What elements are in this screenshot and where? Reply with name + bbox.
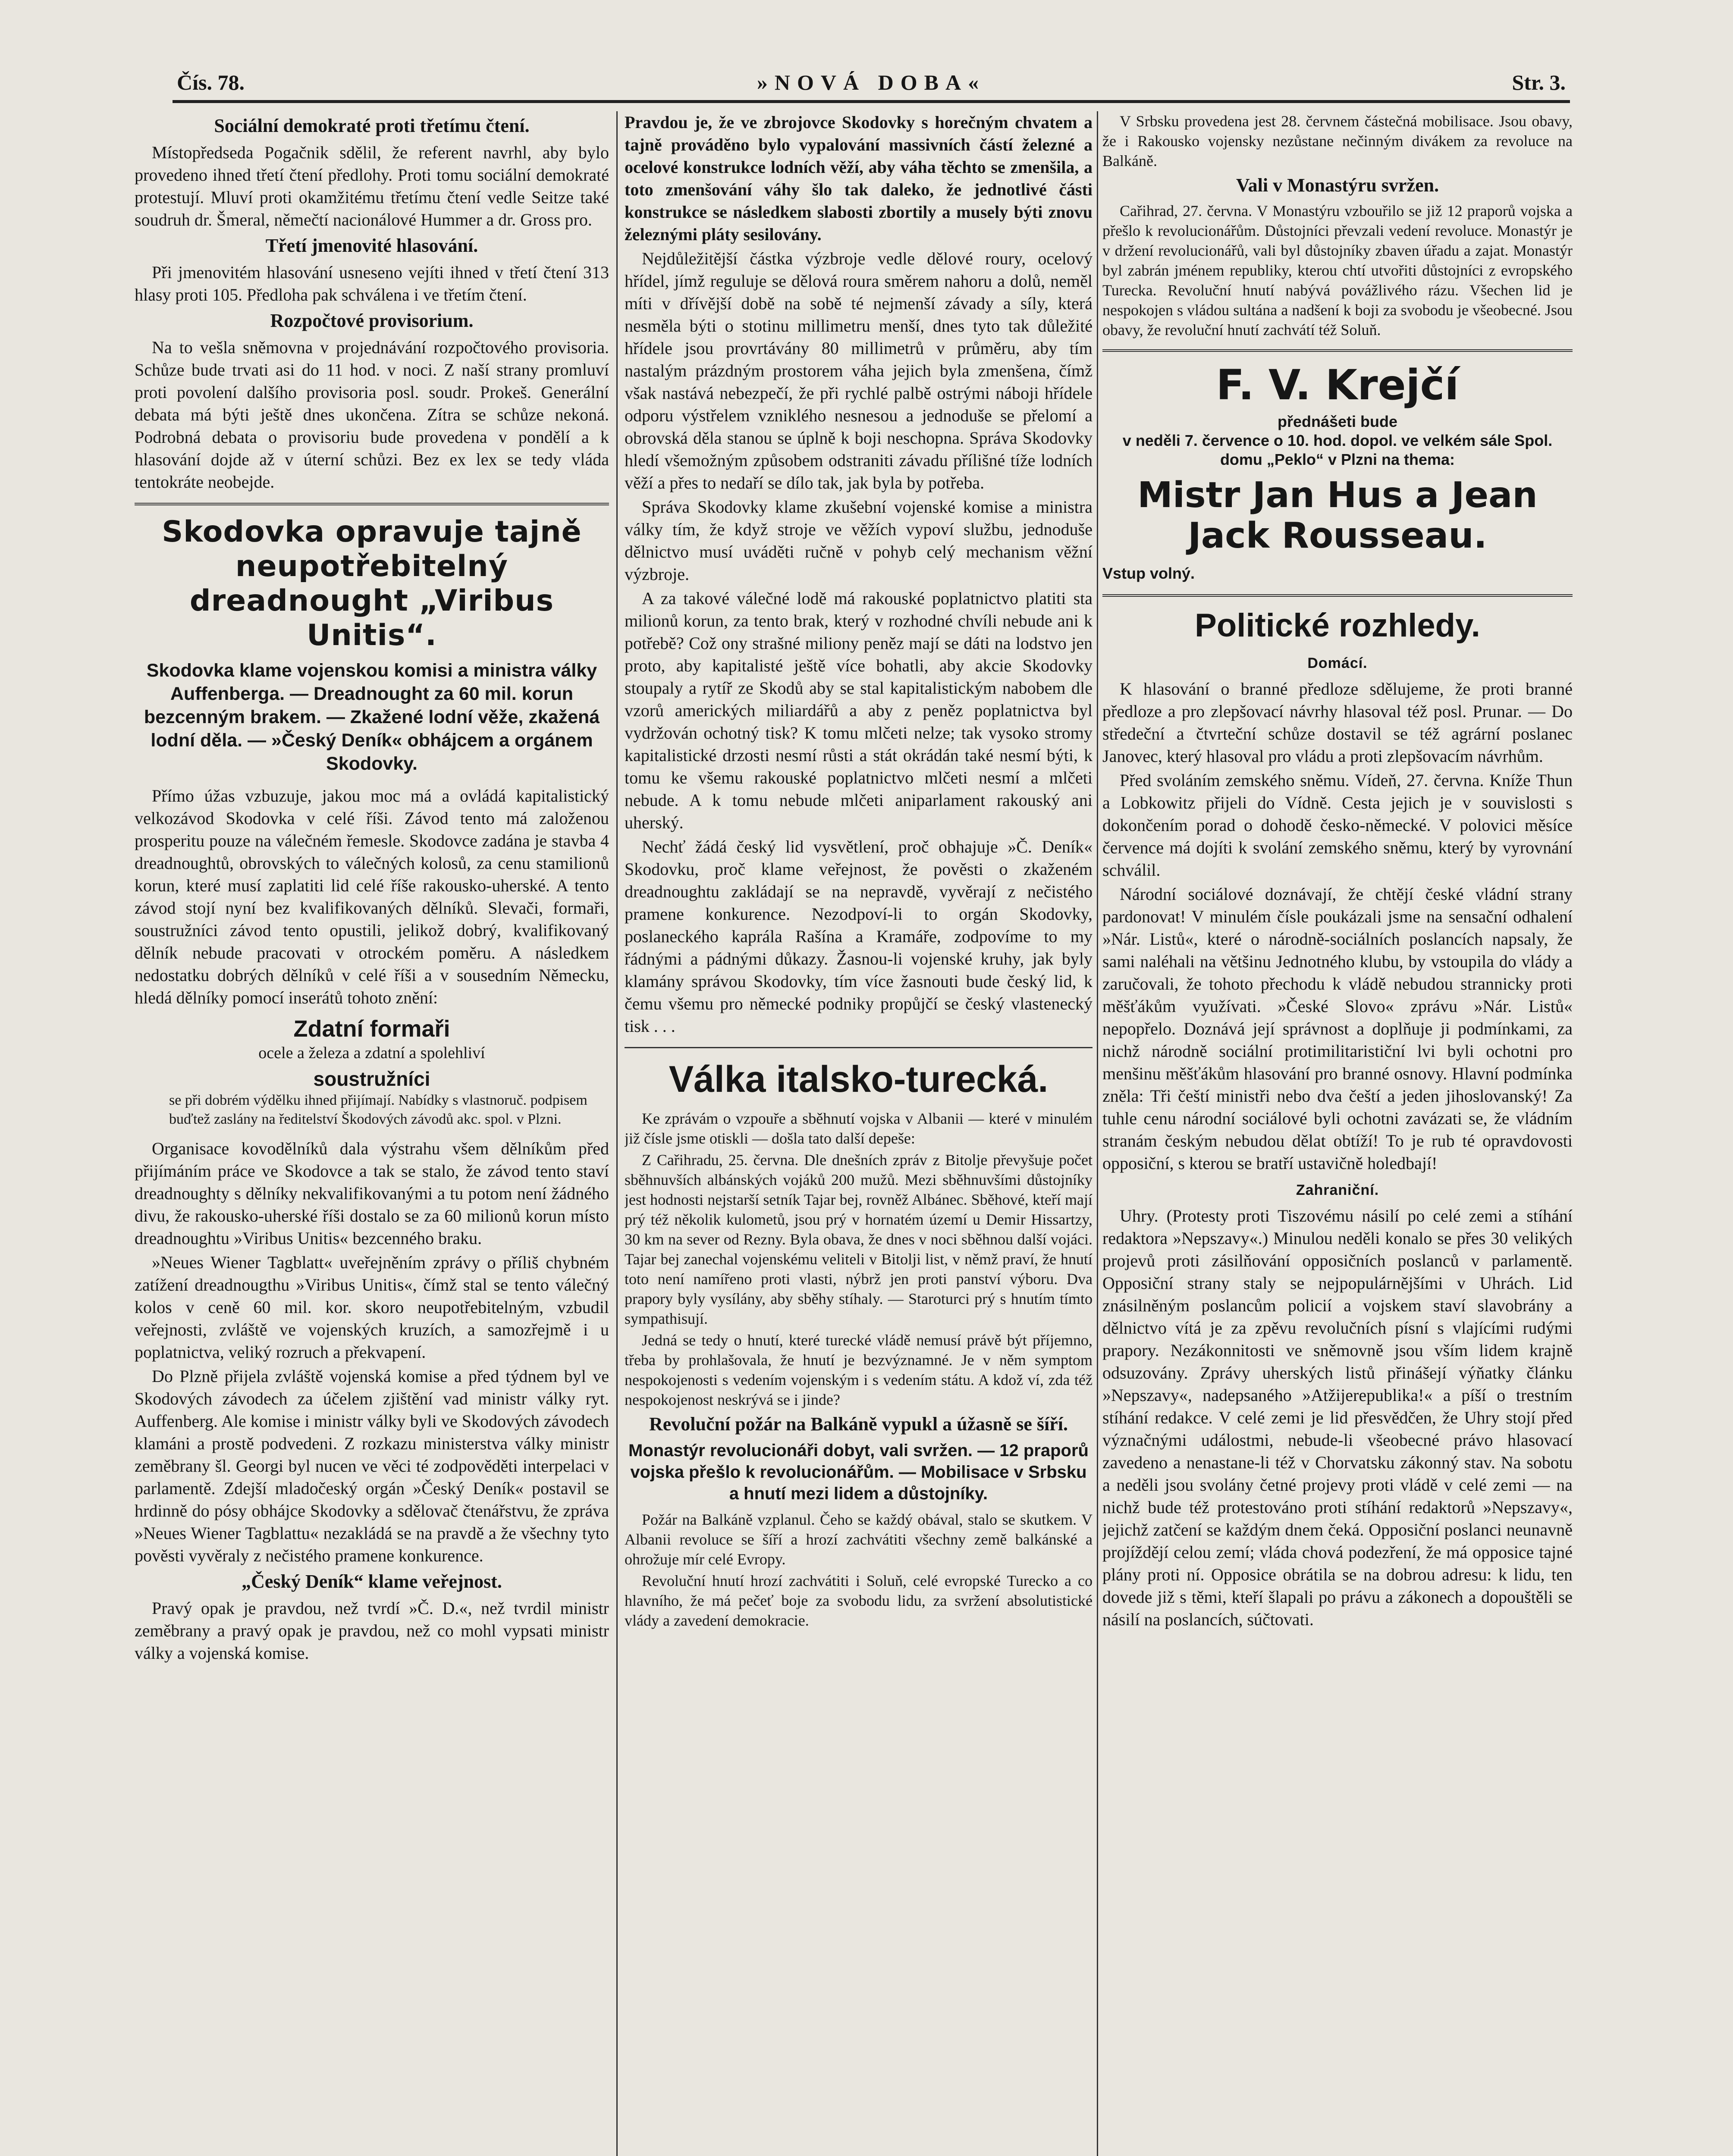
paragraph: Národní sociálové doznávají, že chtějí české vládní strany pardonovat! V minulém čísle poukázali jsme na sensační odhalení »Nár. Listů«, které o národně-sociálních poslancích napsaly, že sami naléhali na většinu Jednotného klubu, by vstoupila do vlády a zaručovali, že tohoto přechodu k vládě nebudou strannicky proti měšťákům využívati. »České Slovo« zprávu »Nár. Listů« nepopřelo. Doznává její správnost a doplňuje ji podmínkami, za nichž národně sociální protimilitarističní lvi byli ochotni pro menšinu měšťákům hlasování pro branné osnovy. Hlavní podmínka zněla: Tři čeští ministři nebo dva čeští a jeden jihoslovanský! Za tuhle cenu národní sociálové byli ochotni zavázati se, že vládním stranám českým nebudou dělat obtíží! To je rub té opravdovosti opposiční, s kterou se bratří ustavičně holedbají! [1102,884,1573,1173]
announcement-admission: Vstup volný. [1102,564,1195,582]
ad-subtitle: ocele a železa a zdatní a spolehliví [258,1044,485,1062]
heading-socdem: Sociální demokraté proti třetímu čtení. [214,115,530,136]
headline-valka: Válka italsko-turecká. [669,1059,1049,1100]
paragraph: Uhry. (Protesty proti Tiszovému násilí po celé zemi a stíhání redaktora »Nepszavy«.) Minulou neděli konalo se přes 30 velikých projevů proti zásilňování opposičních poslanců v parlamentě. Opposiční strany staly se nejpopulárnějšími v Uhrách. Lid znásilněným poslancům policií a vojskem staví slavobrány a dělnictvo vítá je za zpěvu revolučních písní s vlajícími rudými prapory. Nezákonnitosti ve sněmovně jsou vším lidem krajně odsuzovány. Zprávy uherských listů přinášejí výňatky článku »Nepszavy«, nadepsaného »Atžijerepublika!« a píší o trestním stíhání redakce. V celé zemi je lid přesvědčen, že Uhry stojí před význačnými událostmi, nebude-li všeobecné právo hlasovací zavedeno a nenastane-li též v Chorvatsku zákonný stav. Na sobotu a neděli jsou svolány četné projevy proti vládě v celé zemi — na nichž bude též protestováno proti stíhání redaktorů »Nepszavy«, jejichž zatčení se každým dnem čeká. Opposiční poslanci neunavně projíždějí celou zemí; vláda chová podezření, že má opposice tajné plány proti ní. Opposice obrátila se na dobrou adresu: k lidu, ten dovede již s těmi, kteří šlapali po právu a zákonech a dopouštěli se násilí na poslancích, súčtovati. [1102,1206,1573,1629]
ad-title: Zdatní formaři [293,1016,450,1042]
column-2 [625,111,1093,2156]
divider [625,1047,1093,1048]
heading-cesky-denik: „Český Deník“ klame veřejnost. [242,1571,502,1592]
paragraph-bold: Pravdou je, že ve zbrojovce Skodovky s horečným chvatem a tajně prováděno bylo vypalování massivních částí železné a ocelové konstrukce lodních věží, aby váha těchto se zmenšila, a toto zmenšování váhy šlo tak daleko, že jednotlivé části konstrukce se následkem slabosti zbortily a musely býti znovu železnými pláty sesilovány. [625,113,1093,244]
section-heading-rozhledy: Politické rozhledy. [1195,607,1480,644]
column-1 [135,111,609,2156]
paragraph: Přímo úžas vzbuzuje, jakou moc má a ovládá kapitalistický velkozávod Skodovka v celé říši. Závod tento má založenou prosperitu pouze na válečném řemesle. Skodovce zadána je stavba 4 dreadnoughtů, obrovských to válečných kolosů, za cenu stamilionů korun, které musí zaplatiti lid celé říše rakousko-uherské. A tento závod stojí nyní bez kvalifikovaných dělníků. Slevači, formaři, soustružníci závod tento opustili, jelikož dobrý, kvalifikovaný dělník nebude pracovati v otrockém poměru. A následkem nedostatku dobrých dělníků v celé říši a v sousedním Německu, hledá dělníky pomocí inserátů tohoto znění: [135,786,609,1007]
deck-skodovka: Skodovka klame vojenskou komisi a ministra války Auffenberga. — Dreadnought za 60 mil. korun bezcenným brakem. — Zkažené lodní věže, zkažená lodní děla. — »Český Deník« obhájcem a orgánem Skodovky. [144,660,600,774]
heading-revolucni-pozar: Revoluční požár na Balkáně vypukl a úžasně se šíří. [649,1413,1068,1435]
paragraph: Pravý opak je pravdou, než tvrdí »Č. D.«, než tvrdil ministr zeměbrany a pravý opak je pravdou, než co mohl vypsati ministr války a vojenská komise. [135,1598,609,1663]
paper-title: »NOVÁ DOBA« [757,70,986,94]
issue-number: Čís. 78. [177,70,245,94]
paragraph: Cařihrad, 27. června. V Monastýru vzbouřilo se již 12 praporů vojska a přešlo k revolucionářům. Důstojníci převzali vedení revoluce. Monastýr je v držení revolucionářů, vali byl důstojníky zbaven úřadu a zajat. Monastýr byl zabrán jménem republiky, kterou chtí utvořiti důstojníci z evropského Turecka. Revoluční hnutí nabývá povážlivého rázu. Všechen lid je nespokojen s vládou sultána a nadšení k boji za svobodu je všeobecné. Jsou obavy, že revoluční hnutí zachvátí též Soluň. [1102,202,1573,338]
paragraph: »Neues Wiener Tagblatt« uveřejněním zprávy o příliš chybném zatížení dreadnougthu »Viribus Unitis«, čímž stal se tento válečný kolos v ceně 60 mil. kor. skoro neupotřebitelným, vzbudil veřejnosti, zvláště ve vojenských kruzích, a samozřejmě i u poplatnictva, veliký rozruch a překvapení. [135,1253,609,1362]
column-divider [616,111,618,2156]
paragraph: Jedná se tedy o hnutí, které turecké vládě nemusí právě být příjemno, třeba by prohlašovala, že hnutí je bezvýznamné. Je v něm symptom nespokojenosti s vedením vojenským i s vedením státu. A kdož ví, zda též nespokojenost neskrývá se i jinde? [625,1332,1093,1408]
column-divider [1097,111,1098,2156]
heading-vali: Vali v Monastýru svržen. [1236,175,1439,196]
heading-rozpocet: Rozpočtové provisorium. [270,310,474,331]
divider [135,503,609,505]
announcement-name: F. V. Krejčí [1216,361,1459,409]
paragraph: Na to vešla sněmovna v projednávání rozpočtového provisoria. Schůze bude trvati asi do 11 hod. v noci. Z naší strany promluví proti povolení dalšího provisoria posl. soudr. Prokeš. Generální debata má býti ještě dnes ukončena. Zítra se schůze nekoná. Podrobná debata o provisoriu bude provedena v pondělí a k hlasování dojde až v úterní schůzi. Bez ex lex se tedy vláda tentokráte neobejde. [135,338,609,492]
announcement-topic: Mistr Jan Hus a Jean Jack Rousseau. [1137,475,1538,556]
paragraph: Do Plzně přijela zvláště vojenská komise a před týdnem byl ve Skodových závodech za účelem zjištění vad ministr války ryt. Auffenberg. Ale komise i ministr války byli ve Skodových závodech klamáni a prostě podvedeni. Z rozkazu ministerstva války ministr zeměbrany šl. Georgi byl nucen ve věci té zodpověděti interpelaci v parlamentě. Zdejší mladočeský orgán »Český Deník« postavil se hrdinně do pósy obhájce Skodovky a sdělovač čtenářstvu, že zpráva »Neues Wiener Tagblattu« nezakládá se na pravdě a že všechny tyto pověsti vyvěraly z nečistého pramene konkurence. [135,1366,609,1565]
ad-title-2: soustružníci [313,1068,430,1090]
subsection-zahranicni: Zahraniční. [1296,1182,1379,1198]
paragraph: Nechť žádá český lid vysvětlení, proč obhajuje »Č. Deník« Skodovku, proč klame veřejnost, že pověsti o zkaženém dreadnoughtu zakládají se na nepravdě, vyvěrají z nečistého pramene konkurence. Nezodpoví-li to orgán Skodovky, poslaneckého kaprála Rašína a Kramáře, zodpovíme to my řádnými a pádnými důkazy. Žasnou-li vojenské kruhy, jak byly klamány správou Skodovky, tím více žasnouti bude český lid, k čemu všemu pro německé podniky propůjčí se český vlastenecký tisk . . . [625,837,1093,1036]
column-3 [1102,111,1573,2156]
ad-text: se při dobrém výdělku ihned přijímají. Nabídky s vlastnoruč. podpisem buďtež zaslány na ředitelství Škodových závodů akc. spol. v Plzni. [169,1092,587,1127]
page-number: Str. 3. [1512,70,1566,94]
paragraph: Organisace kovodělníků dala výstrahu všem dělníkům před přijímáním práce ve Skodovce a tak se stalo, že závod tento staví dreadnoughty s dělníky nekvalifikovanými a tu potom není žádného divu, že rakousko-uherské říši dostalo se za 60 milionů korun místo dreadnoughtu »Viribus Unitis« bezcenného braku. [135,1139,609,1248]
paragraph: Nejdůležitější částka výzbroje vedle dělové roury, ocelový hřídel, jímž reguluje se dělová roura směrem nahoru a dolů, neměl míti v dřívější době na sobě té nejmenší závady a síly, která nesměla býti o stotinu millimetru menší, dnes tyto tak důležité hřídele jsou provrtávány 80 millimetrů v průměru, aby tím nastalým prázdným prostorem váha jejich byla zmenšena, čímž však nastává nebezpečí, že při rychlé palbě ostrými náboji hřídele odporu výstřelem vzniklého nesnesou a jednoduše se přelomí a obrovská děla stanou se úplně k boji neschopna. Správa Skodovky hledí všemožným způsobem odstraniti závadu přílišné tíže lodních věží a přes to nedaří se dílo tak, jak byla by potřeba. [625,249,1093,492]
announcement-details: v neděli 7. července o 10. hod. dopol. ve velkém sále Spol. domu „Peklo“ v Plzni na thema: [1122,432,1553,468]
paragraph: Ke zprávám o vzpouře a sběhnutí vojska v Albanii — které v minulém již čísle jsme otiskli — došla tato další depeše: [625,1110,1093,1147]
paragraph: Místopředseda Pogačnik sdělil, že referent navrhl, aby bylo provedeno ihned třetí čtení předlohy. Proti tomu sociální demokraté protestují. Mluví proti okamžitému třetímu čtení vedle Seitze také soudruh dr. Šmeral, němečtí nacionálové Hummer a dr. Gross pro. [135,143,609,229]
paragraph: Před svoláním zemského sněmu. Vídeň, 27. června. Knížе Thun a Lobkowitz přijeli do Vídně. Cesta jejich je v souvislosti s dokončením porad o dohodě česko-německé. V polovici měsíce července má dojíti k svolání zemského sněmu, který by vyrovnání schválil. [1102,771,1573,880]
subheading-revolucni: Monastýr revolucionáři dobyt, vali svržen. — 12 praporů vojska přešlo k revolucionářům. — Mobilisace v Srbsku a hnutí mezi lidem a důstojníky. [628,1441,1089,1503]
paragraph: Revoluční hnutí hrozí zachvátiti i Soluň, celé evropské Turecko a co hlavního, že má pečeť boje za svobodu lidu, za svržení absolutistické vlády a zavedení demokracie. [625,1572,1093,1629]
paragraph: K hlasování o branné předloze sdělujeme, že proti branné předloze a pro zlepšovací návrhy hlasoval též posl. Prunar. — Do středeční a čtvrteční schůze dostavil se též agrární poslanec Janovec, který hlasoval pro vládu a proti zlepšovacím návrhům. [1102,679,1573,766]
paragraph: V Srbsku provedena jest 28. červnem částečná mobilisace. Jsou obavy, že i Rakousko vojensky nezůstane nečinným divákem za revoluce na Balkáně. [1102,113,1573,169]
subsection-domaci: Domácí. [1307,655,1368,671]
paragraph: Správa Skodovky klame zkušební vojenské komise a ministra války tím, že když stroje ve věžích vypoví službu, jednoduše dělnictvo musí uváděti ručně v pohyb celý mechanism věžní výzbroje. [625,497,1093,584]
quoted-advertisement [135,1015,609,1129]
paragraph: Požár na Balkáně vzplanul. Čeho se každý obával, stalo se skutkem. V Albanii revoluce se šíří a hrozí zachvátiti všechny země balkánské a ohrožuje mír celé Evropy. [625,1511,1093,1568]
masthead [173,65,1570,103]
headline-skodovka: Skodovka opravuje tajně neupotřebitelný dreadnought „Viribus Unitis“. [162,515,582,652]
paragraph: Při jmenovitém hlasování usneseno vejíti ihned v třetí čtení 313 hlasy proti 105. Předloha pak schválena i ve třetím čtení. [135,263,609,304]
divider [1102,349,1573,352]
paragraph: A za takové válečné lodě má rakouské poplatnictvo platiti sta milionů korun, za tento brak, který v rozhodné chvíli nebude ani k potřebě? Což ony strašné miliony peněz mají se dáti na lodstvo jen proto, aby kapitalisté ještě více bohatli, aby akcie Skodovky stoupaly a rytíř ze Skodů aby se stal kapitalistickým nabobem dle vzorů amerických miliardářů a aby z peněz poplatnictva byl vydržován ochotný tisk? K tomu mlčeti nelze; tak vysoko stromy kapitalistické drzosti nesmí růsti a stát okrádán také nesmí býti, k tomu ke všemu rakouské poplatnictvo mlčeti nesmí a mlčeti nebude. A k tomu nebude mlčeti aniparlament rakouský ani uherský. [625,589,1093,832]
heading-treti: Třetí jmenovité hlasování. [265,235,478,256]
divider [1102,594,1573,597]
announcement-line: přednášeti bude [1277,413,1398,430]
paragraph: Z Cařihradu, 25. června. Dle dnešních zpráv z Bitolje převyšuje počet sběhnuvších albánských vojáků 200 mužů. Mezi sběhnuvšími důstojníky jest hodnosti nejstarší setník Tajar bej, rovněž Albánec. Sběhové, kteří mají prý též několik kulometů, jsou prý v hornatém území u Demir Hissartzy, 30 km na sever od Rezny. Byla obava, že dnes v noci sběhnou další vojáci. Tajar bej zanechal vojenskému veliteli v Bitolji list, v němž praví, že hnutí toto není namířeno proti vlasti, nýbrž jen proti panství výboru. Dva prapory byly vysílány, aby sběhy stíhaly. — Staroturci prý s hnutím tímto sympathisují. [625,1151,1093,1327]
